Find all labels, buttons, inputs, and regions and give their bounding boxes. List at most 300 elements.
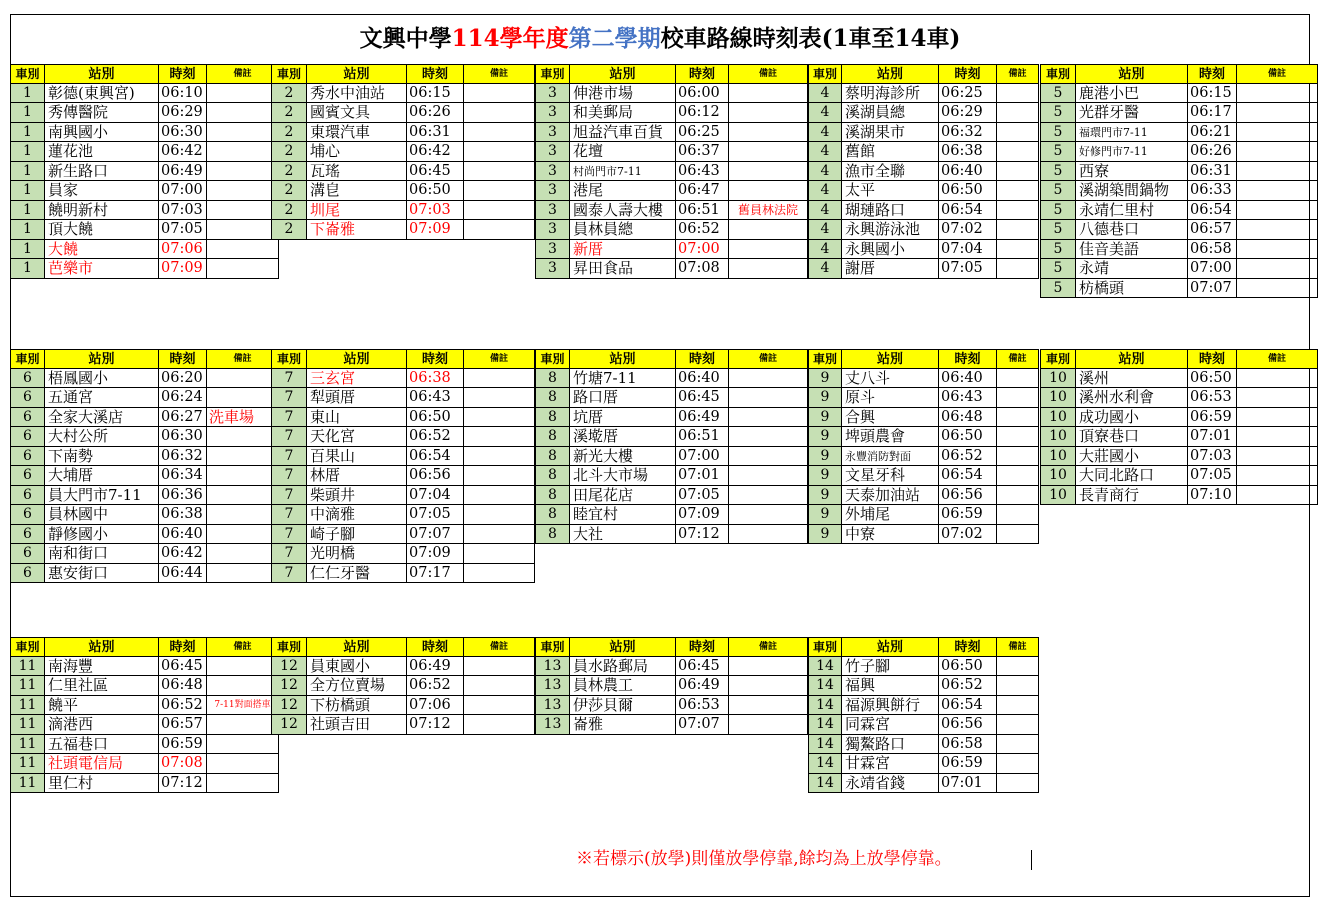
table-row (535, 240, 808, 260)
stop-note (997, 369, 1039, 389)
table-row (808, 84, 1039, 104)
header-note: 備註 (207, 64, 279, 84)
car-number: 3 (535, 181, 570, 201)
car-number: 7 (271, 466, 307, 486)
car-number: 10 (1040, 427, 1076, 447)
header-car: 車別 (10, 64, 45, 84)
stop-time: 07:12 (407, 715, 464, 735)
route-block-car-3 (535, 64, 808, 279)
stop-name: 北斗大市場 (570, 466, 676, 486)
header-note: 備註 (729, 349, 808, 369)
stop-time: 06:47 (676, 181, 729, 201)
header-car: 車別 (535, 349, 570, 369)
stop-note (729, 259, 808, 279)
stop-time: 07:07 (1188, 279, 1237, 299)
stop-name: 獨鰲路口 (842, 735, 939, 755)
stop-note (464, 220, 535, 240)
stop-note (1237, 103, 1318, 123)
car-number: 5 (1040, 123, 1076, 143)
stop-name: 瑚璉路口 (842, 201, 939, 221)
stop-time: 06:53 (676, 696, 729, 716)
car-number: 3 (535, 84, 570, 104)
stop-name: 西寮 (1076, 162, 1188, 182)
stop-name: 永靖仁里村 (1076, 201, 1188, 221)
table-row (535, 408, 808, 428)
table-row (10, 447, 279, 467)
stop-note (207, 427, 279, 447)
stop-note (729, 715, 808, 735)
stop-note (997, 735, 1039, 755)
stop-time: 06:50 (407, 181, 464, 201)
table-row (535, 447, 808, 467)
stop-name: 天泰加油站 (842, 486, 939, 506)
stop-note (1237, 369, 1318, 389)
header-time: 時刻 (407, 637, 464, 657)
stop-note (207, 142, 279, 162)
stop-time: 06:56 (407, 466, 464, 486)
stop-time: 07:01 (1188, 427, 1237, 447)
table-row (271, 525, 535, 545)
stop-time: 06:31 (407, 123, 464, 143)
stop-name: 大村公所 (45, 427, 159, 447)
stop-note (207, 544, 279, 564)
stop-note (997, 162, 1039, 182)
stop-time: 06:50 (939, 657, 997, 677)
car-number: 3 (535, 240, 570, 260)
stop-note (1237, 162, 1318, 182)
table-row (1040, 142, 1318, 162)
car-number: 14 (808, 735, 842, 755)
car-number: 1 (10, 240, 45, 260)
stop-time: 06:59 (159, 735, 207, 755)
route-block-car-7 (271, 349, 535, 583)
stop-name: 仁仁牙醫 (307, 564, 407, 584)
table-row (10, 427, 279, 447)
stop-time: 07:00 (159, 181, 207, 201)
table-row (10, 735, 279, 755)
stop-time: 06:49 (676, 676, 729, 696)
table-row (808, 123, 1039, 143)
table-row (808, 240, 1039, 260)
stop-note (207, 735, 279, 755)
header-car: 車別 (271, 64, 307, 84)
stop-time: 06:53 (1188, 388, 1237, 408)
stop-name: 和美郵局 (570, 103, 676, 123)
table-row (271, 447, 535, 467)
car-number: 2 (271, 142, 307, 162)
stop-time: 07:07 (676, 715, 729, 735)
stop-name: 秀水中油站 (307, 84, 407, 104)
car-number: 12 (271, 657, 307, 677)
car-number: 4 (808, 201, 842, 221)
route-block-car-13 (535, 637, 808, 735)
stop-note: 洗車場 (207, 408, 279, 428)
table-row (271, 696, 535, 716)
stop-time: 06:45 (676, 388, 729, 408)
table-row (271, 408, 535, 428)
stop-time: 07:02 (939, 525, 997, 545)
stop-name: 三玄宮 (307, 369, 407, 389)
title-year: 114學年度 (451, 25, 569, 52)
stop-note (207, 754, 279, 774)
stop-note (464, 486, 535, 506)
car-number: 1 (10, 123, 45, 143)
stop-note (1237, 142, 1318, 162)
stop-time: 06:51 (676, 427, 729, 447)
stop-note (464, 388, 535, 408)
table-row (1040, 201, 1318, 221)
stop-name: 蔡明海診所 (842, 84, 939, 104)
stop-note (207, 774, 279, 794)
table-row (271, 715, 535, 735)
car-number: 9 (808, 447, 842, 467)
header-stop: 站別 (1076, 349, 1188, 369)
stop-note (997, 181, 1039, 201)
stop-time: 06:25 (939, 84, 997, 104)
stop-note (997, 142, 1039, 162)
route-header-row (808, 637, 1039, 657)
stop-time: 06:38 (939, 142, 997, 162)
car-number: 3 (535, 162, 570, 182)
car-number: 5 (1040, 220, 1076, 240)
stop-name: 南興國小 (45, 123, 159, 143)
stop-note (729, 84, 808, 104)
stop-time: 06:00 (676, 84, 729, 104)
stop-note (464, 84, 535, 104)
stop-name: 福環門市7-11 (1076, 123, 1188, 143)
car-number: 9 (808, 505, 842, 525)
car-number: 1 (10, 84, 45, 104)
car-number: 8 (535, 505, 570, 525)
stop-time: 06:59 (939, 754, 997, 774)
stop-name: 溪州 (1076, 369, 1188, 389)
stop-name: 埔心 (307, 142, 407, 162)
car-number: 2 (271, 162, 307, 182)
stop-time: 07:04 (407, 486, 464, 506)
stop-time: 06:54 (407, 447, 464, 467)
car-number: 8 (535, 408, 570, 428)
table-row (1040, 447, 1318, 467)
car-number: 7 (271, 525, 307, 545)
table-row (1040, 103, 1318, 123)
header-note: 備註 (997, 637, 1039, 657)
stop-time: 07:06 (159, 240, 207, 260)
stop-time: 07:12 (159, 774, 207, 794)
car-number: 10 (1040, 447, 1076, 467)
stop-name: 天化宮 (307, 427, 407, 447)
car-number: 6 (10, 369, 45, 389)
stop-note (464, 715, 535, 735)
stop-time: 07:01 (676, 466, 729, 486)
stop-time: 07:03 (407, 201, 464, 221)
table-row (10, 505, 279, 525)
stop-name: 謝厝 (842, 259, 939, 279)
stop-note (464, 103, 535, 123)
header-car: 車別 (535, 64, 570, 84)
car-number: 10 (1040, 486, 1076, 506)
stop-name: 下崙雅 (307, 220, 407, 240)
header-stop: 站別 (570, 64, 676, 84)
car-number: 9 (808, 388, 842, 408)
header-car: 車別 (271, 349, 307, 369)
stop-time: 06:48 (939, 408, 997, 428)
car-number: 6 (10, 408, 45, 428)
table-row (1040, 240, 1318, 260)
stop-time: 06:32 (939, 123, 997, 143)
stop-note (207, 103, 279, 123)
stop-note (997, 486, 1039, 506)
stop-note (997, 466, 1039, 486)
car-number: 6 (10, 505, 45, 525)
route-header-row (535, 637, 808, 657)
stop-note (207, 715, 279, 735)
stop-note (997, 754, 1039, 774)
stop-name: 中寮 (842, 525, 939, 545)
stop-note (207, 259, 279, 279)
stop-note (997, 676, 1039, 696)
route-block-car-11 (10, 637, 279, 793)
stop-note (207, 525, 279, 545)
stop-name: 員林員總 (570, 220, 676, 240)
stop-time: 06:33 (1188, 181, 1237, 201)
car-number: 8 (535, 369, 570, 389)
table-row (535, 181, 808, 201)
car-number: 14 (808, 676, 842, 696)
car-number: 2 (271, 201, 307, 221)
stop-note (997, 123, 1039, 143)
stop-note (1237, 259, 1318, 279)
stop-note (997, 388, 1039, 408)
stop-note (207, 369, 279, 389)
header-time: 時刻 (407, 349, 464, 369)
stop-name: 鹿港小巴 (1076, 84, 1188, 104)
stop-name: 下南勢 (45, 447, 159, 467)
car-number: 5 (1040, 103, 1076, 123)
car-number: 1 (10, 220, 45, 240)
car-number: 14 (808, 657, 842, 677)
stop-name: 社頭吉田 (307, 715, 407, 735)
stop-note: 7-11對面搭車 (207, 696, 279, 716)
table-row (808, 735, 1039, 755)
table-row (10, 220, 279, 240)
stop-time: 06:30 (159, 123, 207, 143)
stop-time: 06:51 (676, 201, 729, 221)
header-time: 時刻 (676, 64, 729, 84)
stop-time: 06:29 (159, 103, 207, 123)
table-row (808, 369, 1039, 389)
table-row (1040, 162, 1318, 182)
stop-name: 大同北路口 (1076, 466, 1188, 486)
table-row (535, 259, 808, 279)
header-time: 時刻 (676, 349, 729, 369)
table-row (10, 676, 279, 696)
stop-time: 06:52 (676, 220, 729, 240)
stop-time: 06:36 (159, 486, 207, 506)
table-row (808, 525, 1039, 545)
stop-note (464, 525, 535, 545)
stop-time: 06:52 (939, 676, 997, 696)
stop-note (207, 240, 279, 260)
stop-name: 村尚門市7-11 (570, 162, 676, 182)
stop-time: 07:10 (1188, 486, 1237, 506)
stop-note (729, 696, 808, 716)
stop-note (464, 544, 535, 564)
stop-time: 06:59 (1188, 408, 1237, 428)
stop-time: 07:07 (407, 525, 464, 545)
stop-name: 福源興餅行 (842, 696, 939, 716)
table-row (271, 369, 535, 389)
stop-time: 06:45 (676, 657, 729, 677)
stop-name: 饒平 (45, 696, 159, 716)
stop-name: 惠安街口 (45, 564, 159, 584)
stop-time: 06:50 (407, 408, 464, 428)
stop-note (207, 564, 279, 584)
stop-name: 瓦瑤 (307, 162, 407, 182)
car-number: 11 (10, 774, 45, 794)
stop-name: 社頭電信局 (45, 754, 159, 774)
table-row (271, 544, 535, 564)
stop-name: 竹子腳 (842, 657, 939, 677)
stop-name: 旭益汽車百貨 (570, 123, 676, 143)
car-number: 6 (10, 427, 45, 447)
stop-name: 大社 (570, 525, 676, 545)
stop-name: 太平 (842, 181, 939, 201)
car-number: 1 (10, 142, 45, 162)
stop-name: 合興 (842, 408, 939, 428)
header-car: 車別 (535, 637, 570, 657)
stop-note (1237, 427, 1318, 447)
stop-time: 06:40 (676, 369, 729, 389)
stop-time: 06:25 (676, 123, 729, 143)
stop-time: 06:50 (1188, 369, 1237, 389)
route-block-car-5 (1040, 64, 1318, 298)
car-number: 5 (1040, 240, 1076, 260)
car-number: 11 (10, 735, 45, 755)
car-number: 7 (271, 486, 307, 506)
car-number: 2 (271, 103, 307, 123)
stop-note (997, 657, 1039, 677)
header-time: 時刻 (407, 64, 464, 84)
header-time: 時刻 (939, 64, 997, 84)
stop-note (464, 505, 535, 525)
text-cursor (1031, 850, 1032, 870)
car-number: 7 (271, 408, 307, 428)
car-number: 12 (271, 715, 307, 735)
stop-name: 睦宜村 (570, 505, 676, 525)
car-number: 14 (808, 774, 842, 794)
stop-name: 國賓文具 (307, 103, 407, 123)
stop-note (1237, 408, 1318, 428)
stop-time: 07:03 (159, 201, 207, 221)
header-note: 備註 (997, 64, 1039, 84)
car-number: 4 (808, 84, 842, 104)
stop-time: 06:10 (159, 84, 207, 104)
stop-name: 田尾花店 (570, 486, 676, 506)
stop-time: 07:12 (676, 525, 729, 545)
stop-name: 坑厝 (570, 408, 676, 428)
car-number: 6 (10, 564, 45, 584)
stop-time: 06:27 (159, 408, 207, 428)
stop-time: 06:43 (939, 388, 997, 408)
stop-name: 外埔尾 (842, 505, 939, 525)
stop-note (729, 220, 808, 240)
car-number: 5 (1040, 259, 1076, 279)
stop-note (729, 676, 808, 696)
stop-name: 大饒 (45, 240, 159, 260)
stop-note (207, 676, 279, 696)
car-number: 4 (808, 259, 842, 279)
table-row (808, 427, 1039, 447)
car-number: 4 (808, 240, 842, 260)
route-header-row (10, 637, 279, 657)
stop-note (1237, 240, 1318, 260)
header-time: 時刻 (676, 637, 729, 657)
stop-name: 新光大樓 (570, 447, 676, 467)
table-row (808, 142, 1039, 162)
stop-name: 犁頭厝 (307, 388, 407, 408)
stop-time: 06:50 (939, 427, 997, 447)
stop-note (464, 123, 535, 143)
stop-time: 06:40 (939, 369, 997, 389)
route-block-car-9 (808, 349, 1039, 544)
stop-name: 溪墘厝 (570, 427, 676, 447)
car-number: 7 (271, 388, 307, 408)
stop-name: 員東國小 (307, 657, 407, 677)
stop-note (207, 486, 279, 506)
route-header-row (1040, 64, 1318, 84)
header-note: 備註 (729, 637, 808, 657)
stop-name: 頂寮巷口 (1076, 427, 1188, 447)
table-row (808, 486, 1039, 506)
stop-note (729, 427, 808, 447)
header-note: 備註 (1237, 349, 1318, 369)
stop-name: 好修門市7-11 (1076, 142, 1188, 162)
car-number: 2 (271, 84, 307, 104)
table-row (271, 142, 535, 162)
header-stop: 站別 (45, 64, 159, 84)
table-row (535, 525, 808, 545)
stop-note (464, 201, 535, 221)
table-row (10, 123, 279, 143)
stop-time: 07:05 (939, 259, 997, 279)
stop-name: 彰德(東興宮) (45, 84, 159, 104)
car-number: 6 (10, 525, 45, 545)
stop-note (207, 201, 279, 221)
stop-name: 新生路口 (45, 162, 159, 182)
stop-note (1237, 466, 1318, 486)
header-note: 備註 (464, 64, 535, 84)
route-block-car-2 (271, 64, 535, 240)
route-header-row (271, 64, 535, 84)
stop-note (1237, 486, 1318, 506)
table-row (1040, 427, 1318, 447)
table-row (10, 486, 279, 506)
title-rest: 校車路線時刻表(1車至14車) (660, 25, 961, 52)
stop-time: 06:54 (939, 466, 997, 486)
stop-note (464, 142, 535, 162)
header-time: 時刻 (1188, 64, 1237, 84)
header-car: 車別 (808, 637, 842, 657)
stop-note (729, 162, 808, 182)
car-number: 5 (1040, 279, 1076, 299)
header-note: 備註 (207, 349, 279, 369)
car-number: 5 (1040, 84, 1076, 104)
stop-name: 永靖 (1076, 259, 1188, 279)
stop-name: 成功國小 (1076, 408, 1188, 428)
header-note: 備註 (997, 349, 1039, 369)
table-row (808, 201, 1039, 221)
stop-time: 06:24 (159, 388, 207, 408)
